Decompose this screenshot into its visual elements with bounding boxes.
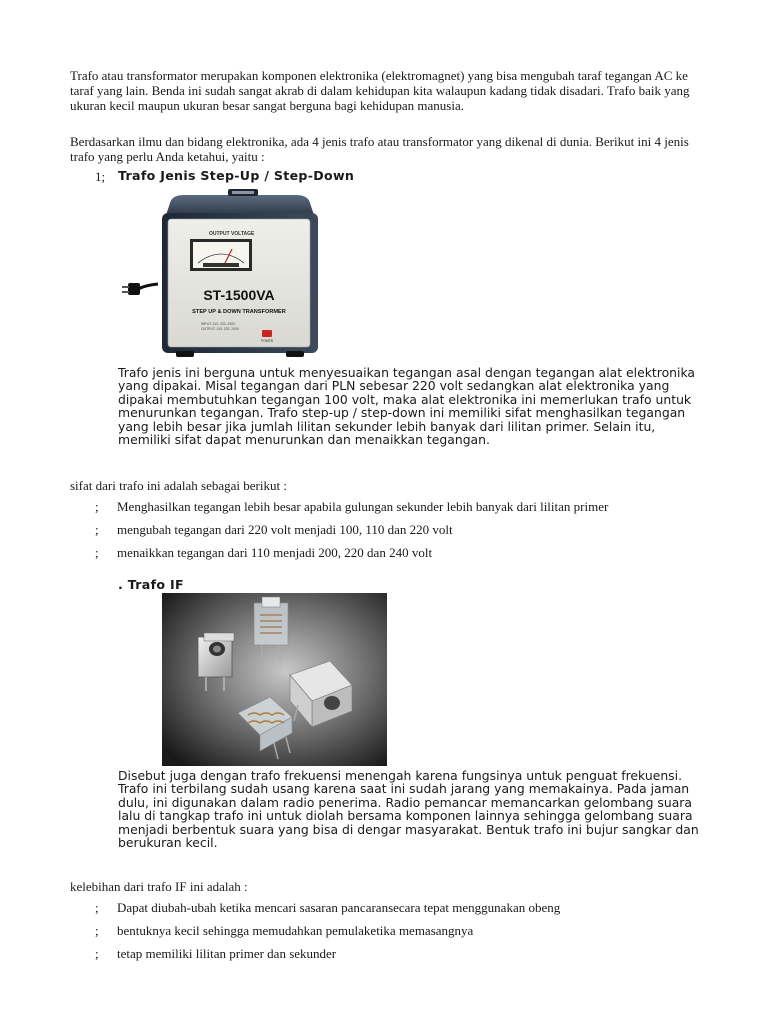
section1-number: 1; [95,169,106,184]
spec-line-1: INPUT: 110, 220, 240V [201,322,236,326]
bullet-marker: ; [95,946,99,961]
intro-paragraph-1: Trafo atau transformator merupakan komponen elektronika (elektromagnet) yang bisa mengubah taraf tegangan AC ke taraf yang lain. Benda ini sudah sangat akrab di dalam kehidupan kita walaupun kadang tidak disadari. Trafo baik yang ukuran kecil maupun ukuran besar sangat berguna bagi kehidupan manusia. [70,68,690,113]
model-label: ST-1500VA [203,287,275,303]
section1-heading: Trafo Jenis Step-Up / Step-Down [118,168,355,183]
bullet-text: Menghasilkan tegangan lebih besar apabila gulungan sekunder lebih banyak dari lilitan primer [117,499,609,514]
meter-label: OUTPUT VOLTAGE [209,231,255,237]
bullet-text: tetap memiliki lilitan primer dan sekunder [117,946,337,961]
bullet-text: bentuknya kecil sehingga memudahkan pemulaketika memasangnya [117,923,474,938]
bullet-text: menaikkan tegangan dari 110 menjadi 200, 220 dan 240 volt [117,545,433,560]
bullet-marker: ; [95,900,99,915]
bullet-text: mengubah tegangan dari 220 volt menjadi 100, 110 dan 220 volt [117,522,453,537]
bullet-marker: ; [95,923,99,938]
section2-heading: . Trafo IF [118,577,184,592]
bullet-marker: ; [95,522,99,537]
section2-list-intro: kelebihan dari trafo IF ini adalah : [70,879,248,894]
bullet-text: Dapat diubah-ubah ketika mencari sasaran pancaransecara tepat menggunakan obeng [117,900,561,915]
model-subtitle: STEP UP & DOWN TRANSFORMER [192,309,286,315]
voltage-stabilizer-photo [118,189,324,365]
section1-list-intro: sifat dari trafo ini adalah sebagai berikut : [70,478,287,493]
section2-description: Disebut juga dengan trafo frekuensi menengah karena fungsinya untuk penguat frekuensi. Trafo ini terbilang sudah usang karena saat ini sudah jarang yang memakainya. Pada jaman dulu, ini digunakan dalam radio penerima. Radio pemancar memancarkan gelombang suara lalu di tangkap trafo ini untuk diolah bersama komponen lainnya sehingga gelombang suara menjadi berbentuk suara yang bisa di dengar masyarakat. Bentuk trafo ini bujur sangkar dan berukuran kecil. [118,768,699,851]
spec-line-2: OUTPUT: 110, 220, 240V [201,327,240,331]
bullet-marker: ; [95,545,99,560]
if-transformer-coils-photo [162,593,387,766]
intro-paragraph-2: Berdasarkan ilmu dan bidang elektronika, ada 4 jenis trafo atau transformator yang dikenal di dunia. Berikut ini 4 jenis trafo yang perlu Anda ketahui, yaitu : [70,134,689,164]
bullet-marker: ; [95,499,99,514]
section1-description: Trafo jenis ini berguna untuk menyesuaikan tegangan asal dengan tegangan alat elektronika yang dipakai. Misal tegangan dari PLN sebesar 220 volt sedangkan alat elektronika yang dipakai membutuhkan tegangan 100 volt, maka alat elektronika ini memerlukan trafo untuk menurunkan tegangan. Trafo step-up / step-down ini memiliki sifat menghasilkan tegangan yang lebih besar jika jumlah lilitan sekunder lebih banyak dari lilitan primer. Selain itu, memiliki sifat dapat menurunkan dan menaikkan tegangan. [118,365,696,448]
power-switch-label: POWER [261,339,274,343]
